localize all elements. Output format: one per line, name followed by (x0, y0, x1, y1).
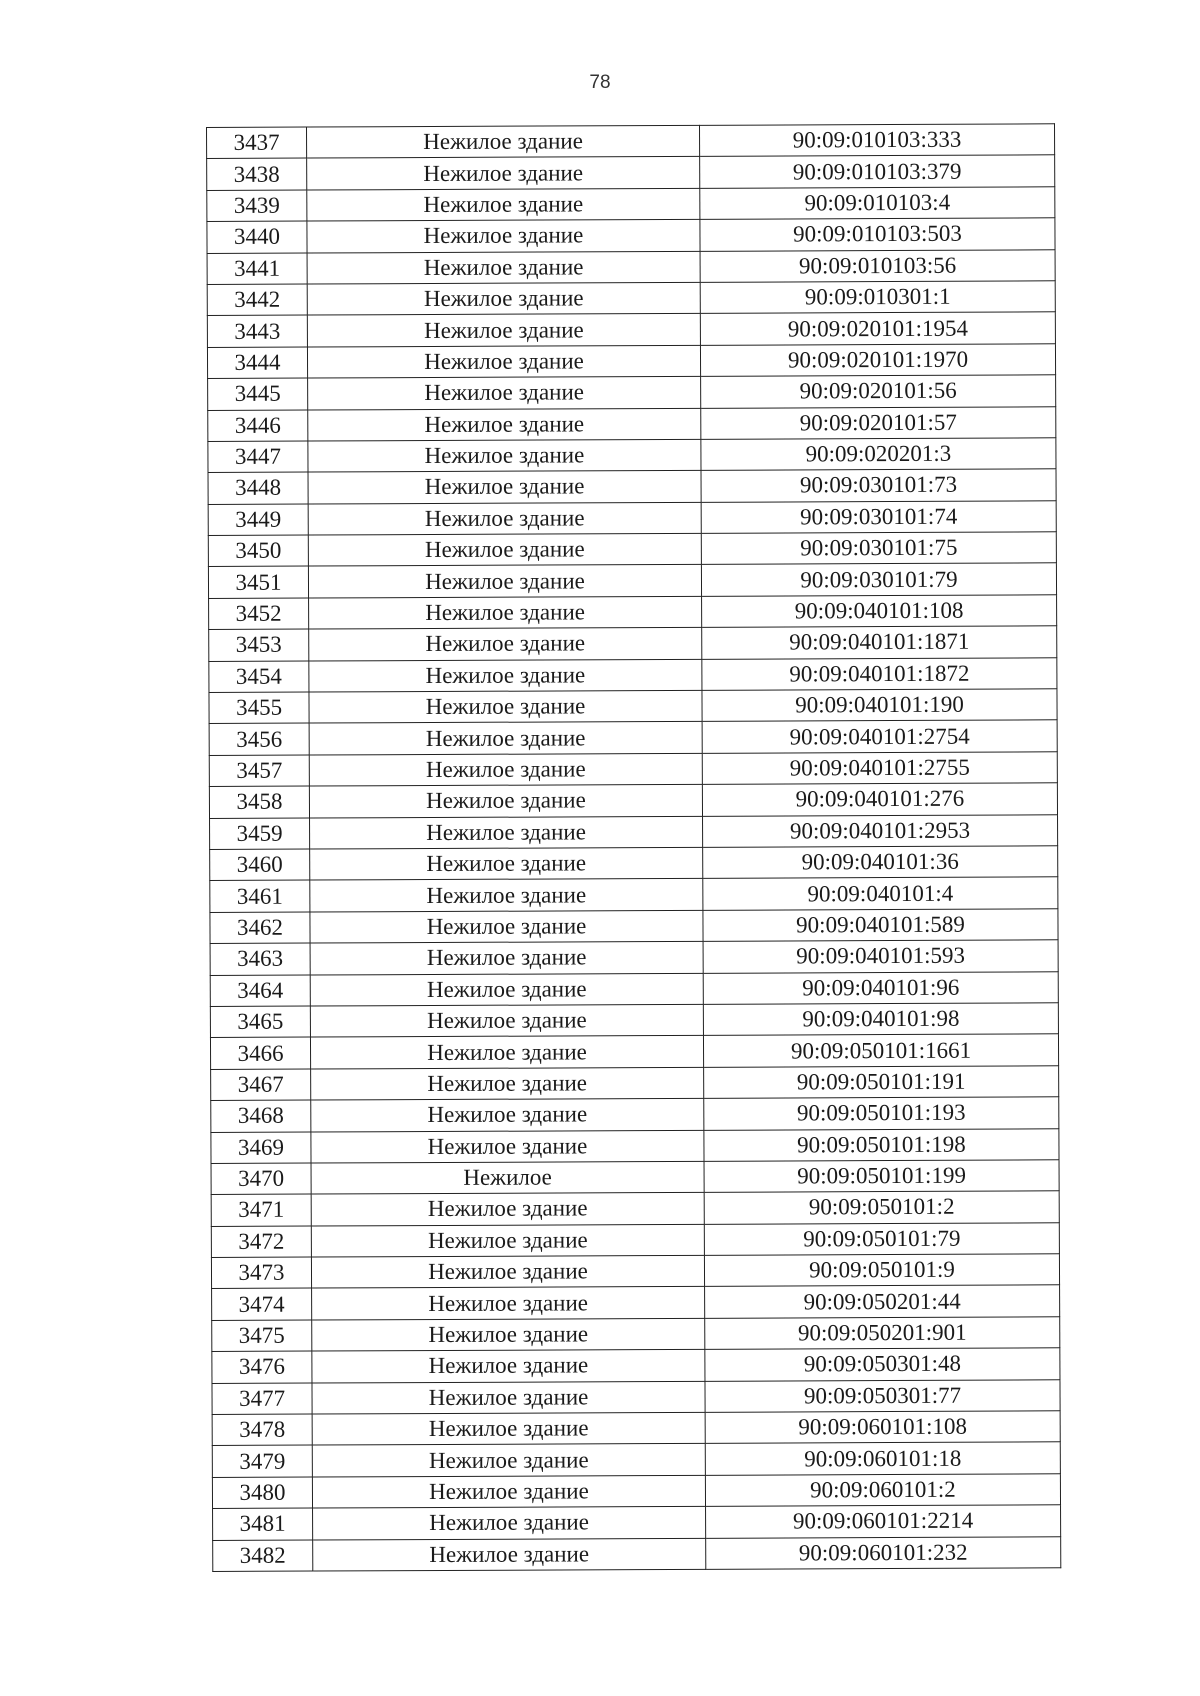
table-row (211, 1066, 1059, 1101)
cadastral-number-cell: 90:09:040101:190 (702, 689, 1057, 722)
cadastral-number-cell: 90:09:050101:191 (704, 1066, 1059, 1099)
object-name-cell: Нежилое здание (309, 628, 702, 661)
cadastral-number-cell: 90:09:020201:3 (701, 438, 1056, 471)
table-row (209, 783, 1057, 818)
row-number-cell: 3471 (211, 1194, 311, 1226)
row-number-cell: 3443 (207, 315, 307, 347)
object-name-cell: Нежилое здание (312, 1412, 705, 1445)
table-row (211, 1128, 1059, 1163)
cadastral-number-cell: 90:09:050301:77 (705, 1379, 1060, 1412)
object-name-cell: Нежилое здание (310, 1036, 703, 1069)
object-name-cell: Нежилое здание (308, 376, 701, 409)
row-number-cell: 3445 (208, 378, 308, 410)
table-row (212, 1317, 1060, 1352)
row-number-cell: 3474 (212, 1289, 312, 1321)
row-number-cell: 3465 (210, 1006, 310, 1038)
table-row (210, 1034, 1058, 1069)
table-row (212, 1379, 1060, 1414)
cadastral-number-cell: 90:09:040101:108 (702, 595, 1057, 628)
cadastral-number-cell: 90:09:040101:1871 (702, 626, 1057, 659)
table-row (208, 438, 1056, 473)
row-number-cell: 3439 (207, 190, 307, 222)
row-number-cell: 3459 (210, 818, 310, 850)
object-name-cell: Нежилое здание (310, 879, 703, 912)
row-number-cell: 3453 (209, 629, 309, 661)
cadastral-number-cell: 90:09:040101:98 (703, 1003, 1058, 1036)
object-name-cell: Нежилое здание (311, 1224, 704, 1257)
cadastral-number-cell: 90:09:040101:2953 (703, 814, 1058, 847)
cadastral-number-cell: 90:09:040101:36 (703, 846, 1058, 879)
object-name-cell: Нежилое здание (309, 659, 702, 692)
object-name-cell: Нежилое здание (307, 125, 700, 158)
cadastral-number-cell: 90:09:050101:199 (704, 1160, 1059, 1193)
object-name-cell: Нежилое здание (312, 1287, 705, 1320)
page-number: 78 (589, 72, 611, 93)
cadastral-number-cell: 90:09:030101:79 (701, 563, 1056, 596)
table-row (208, 563, 1056, 598)
cadastral-number-cell: 90:09:040101:589 (703, 909, 1058, 942)
object-name-cell: Нежилое здание (313, 1538, 706, 1571)
cadastral-number-cell: 90:09:050201:901 (705, 1317, 1060, 1350)
table-row (210, 940, 1058, 975)
table-row (207, 249, 1055, 284)
object-name-cell: Нежилое здание (309, 785, 702, 818)
row-number-cell: 3466 (210, 1037, 310, 1069)
object-name-cell: Нежилое здание (309, 722, 702, 755)
row-number-cell: 3438 (207, 158, 307, 190)
cadastral-number-cell: 90:09:050101:2 (704, 1191, 1059, 1224)
cadastral-number-cell: 90:09:060101:2214 (706, 1505, 1061, 1538)
row-number-cell: 3482 (213, 1540, 313, 1572)
table-row (208, 469, 1056, 504)
row-number-cell: 3481 (213, 1508, 313, 1540)
object-name-cell: Нежилое здание (307, 220, 700, 253)
object-name-cell: Нежилое здание (310, 941, 703, 974)
cadastral-number-cell: 90:09:040101:2755 (702, 752, 1057, 785)
object-name-cell: Нежилое здание (307, 157, 700, 190)
cadastral-number-cell: 90:09:010103:333 (699, 124, 1054, 157)
row-number-cell: 3472 (211, 1226, 311, 1258)
row-number-cell: 3480 (212, 1477, 312, 1509)
cadastral-number-cell: 90:09:040101:2754 (702, 720, 1057, 753)
row-number-cell: 3451 (208, 567, 308, 599)
row-number-cell: 3458 (209, 786, 309, 818)
row-number-cell: 3464 (210, 975, 310, 1007)
row-number-cell: 3460 (210, 849, 310, 881)
cadastral-number-cell: 90:09:020101:1954 (700, 312, 1055, 345)
row-number-cell: 3478 (212, 1414, 312, 1446)
table-row (207, 155, 1055, 190)
table-row (208, 532, 1056, 567)
row-number-cell: 3457 (209, 755, 309, 787)
cadastral-number-cell: 90:09:020101:56 (701, 375, 1056, 408)
table-row (211, 1254, 1059, 1289)
object-name-cell: Нежилое здание (312, 1350, 705, 1383)
table-row (211, 1191, 1059, 1226)
object-name-cell: Нежилое здание (307, 282, 700, 315)
cadastral-number-cell: 90:09:050101:198 (704, 1128, 1059, 1161)
row-number-cell: 3463 (210, 943, 310, 975)
cadastral-number-cell: 90:09:010103:4 (700, 187, 1055, 220)
object-name-cell: Нежилое здание (308, 439, 701, 472)
table-row (213, 1536, 1061, 1571)
table-row (208, 406, 1056, 441)
object-name-cell: Нежилое здание (307, 188, 700, 221)
row-number-cell: 3479 (212, 1445, 312, 1477)
table-row (207, 312, 1055, 347)
row-number-cell: 3450 (208, 535, 308, 567)
table-row (207, 344, 1055, 379)
table-row (210, 846, 1058, 881)
table-row (207, 124, 1055, 159)
object-name-cell: Нежилое здание (310, 910, 703, 943)
object-name-cell: Нежилое здание (310, 847, 703, 880)
cadastral-number-cell: 90:09:040101:1872 (702, 657, 1057, 690)
table-row (212, 1474, 1060, 1509)
object-name-cell: Нежилое здание (308, 471, 701, 504)
cadastral-number-cell: 90:09:040101:4 (703, 877, 1058, 910)
table-row (207, 218, 1055, 253)
table-row (212, 1411, 1060, 1446)
table-body (207, 124, 1061, 1572)
cadastral-number-cell: 90:09:020101:57 (701, 406, 1056, 439)
cadastral-number-cell: 90:09:050101:193 (704, 1097, 1059, 1130)
cadastral-number-cell: 90:09:060101:108 (705, 1411, 1060, 1444)
cadastral-number-cell: 90:09:010103:503 (700, 218, 1055, 251)
row-number-cell: 3442 (207, 284, 307, 316)
table-row (213, 1505, 1061, 1540)
object-name-cell: Нежилое здание (310, 816, 703, 849)
object-name-cell: Нежилое здание (311, 1098, 704, 1131)
object-name-cell: Нежилое здание (308, 502, 701, 535)
table-row (212, 1348, 1060, 1383)
cadastral-number-cell: 90:09:010301:1 (700, 281, 1055, 314)
object-name-cell: Нежилое (311, 1161, 704, 1194)
table-row (208, 375, 1056, 410)
table-row (208, 500, 1056, 535)
row-number-cell: 3477 (212, 1383, 312, 1415)
object-name-cell: Нежилое здание (310, 1004, 703, 1037)
table-row (211, 1222, 1059, 1257)
table-row (207, 281, 1055, 316)
table-row (209, 595, 1057, 630)
object-name-cell: Нежилое здание (311, 1067, 704, 1100)
table-row (209, 720, 1057, 755)
object-name-cell: Нежилое здание (309, 690, 702, 723)
row-number-cell: 3461 (210, 880, 310, 912)
cadastral-number-cell: 90:09:040101:276 (702, 783, 1057, 816)
row-number-cell: 3444 (207, 347, 307, 379)
table-row (209, 689, 1057, 724)
object-name-cell: Нежилое здание (307, 251, 700, 284)
object-name-cell: Нежилое здание (312, 1318, 705, 1351)
object-name-cell: Нежилое здание (312, 1475, 705, 1508)
row-number-cell: 3446 (208, 410, 308, 442)
row-number-cell: 3475 (212, 1320, 312, 1352)
object-name-cell: Нежилое здание (310, 973, 703, 1006)
object-name-cell: Нежилое здание (307, 314, 700, 347)
object-name-cell: Нежилое здание (312, 1444, 705, 1477)
row-number-cell: 3469 (211, 1132, 311, 1164)
object-name-cell: Нежилое здание (308, 565, 701, 598)
object-name-cell: Нежилое здание (309, 596, 702, 629)
table-row (209, 752, 1057, 787)
table-row (210, 814, 1058, 849)
table-row (210, 877, 1058, 912)
cadastral-number-cell: 90:09:010103:56 (700, 249, 1055, 282)
table-row (209, 626, 1057, 661)
cadastral-number-cell: 90:09:050201:44 (705, 1285, 1060, 1318)
row-number-cell: 3473 (211, 1257, 311, 1289)
row-number-cell: 3448 (208, 472, 308, 504)
cadastral-number-cell: 90:09:050101:79 (704, 1222, 1059, 1255)
object-name-cell: Нежилое здание (311, 1193, 704, 1226)
row-number-cell: 3452 (209, 598, 309, 630)
object-name-cell: Нежилое здание (309, 753, 702, 786)
object-name-cell: Нежилое здание (308, 533, 701, 566)
row-number-cell: 3470 (211, 1163, 311, 1195)
table-row (210, 1003, 1058, 1038)
cadastral-number-cell: 90:09:050301:48 (705, 1348, 1060, 1381)
row-number-cell: 3447 (208, 441, 308, 473)
cadastral-number-cell: 90:09:030101:75 (701, 532, 1056, 565)
property-registry-table (206, 123, 1061, 1572)
row-number-cell: 3437 (207, 127, 307, 159)
cadastral-number-cell: 90:09:060101:2 (705, 1474, 1060, 1507)
cadastral-number-cell: 90:09:010103:379 (700, 155, 1055, 188)
row-number-cell: 3468 (211, 1100, 311, 1132)
row-number-cell: 3467 (211, 1069, 311, 1101)
table-row (210, 971, 1058, 1006)
row-number-cell: 3449 (208, 504, 308, 536)
cadastral-number-cell: 90:09:060101:232 (706, 1536, 1061, 1569)
row-number-cell: 3456 (209, 723, 309, 755)
row-number-cell: 3454 (209, 661, 309, 693)
object-name-cell: Нежилое здание (312, 1381, 705, 1414)
object-name-cell: Нежилое здание (307, 345, 700, 378)
cadastral-number-cell: 90:09:030101:74 (701, 500, 1056, 533)
cadastral-number-cell: 90:09:040101:593 (703, 940, 1058, 973)
table-row (207, 187, 1055, 222)
row-number-cell: 3440 (207, 221, 307, 253)
row-number-cell: 3476 (212, 1351, 312, 1383)
object-name-cell: Нежилое здание (313, 1507, 706, 1540)
cadastral-number-cell: 90:09:060101:18 (705, 1442, 1060, 1475)
row-number-cell: 3441 (207, 253, 307, 285)
cadastral-number-cell: 90:09:030101:73 (701, 469, 1056, 502)
cadastral-number-cell: 90:09:020101:1970 (700, 344, 1055, 377)
table-row (212, 1442, 1060, 1477)
table-row (210, 909, 1058, 944)
table-row (209, 657, 1057, 692)
object-name-cell: Нежилое здание (311, 1255, 704, 1288)
table-row (211, 1160, 1059, 1195)
row-number-cell: 3455 (209, 692, 309, 724)
row-number-cell: 3462 (210, 912, 310, 944)
cadastral-number-cell: 90:09:050101:1661 (703, 1034, 1058, 1067)
object-name-cell: Нежилое здание (311, 1130, 704, 1163)
cadastral-number-cell: 90:09:050101:9 (704, 1254, 1059, 1287)
object-name-cell: Нежилое здание (308, 408, 701, 441)
table-row (211, 1097, 1059, 1132)
table-row (212, 1285, 1060, 1320)
cadastral-number-cell: 90:09:040101:96 (703, 971, 1058, 1004)
